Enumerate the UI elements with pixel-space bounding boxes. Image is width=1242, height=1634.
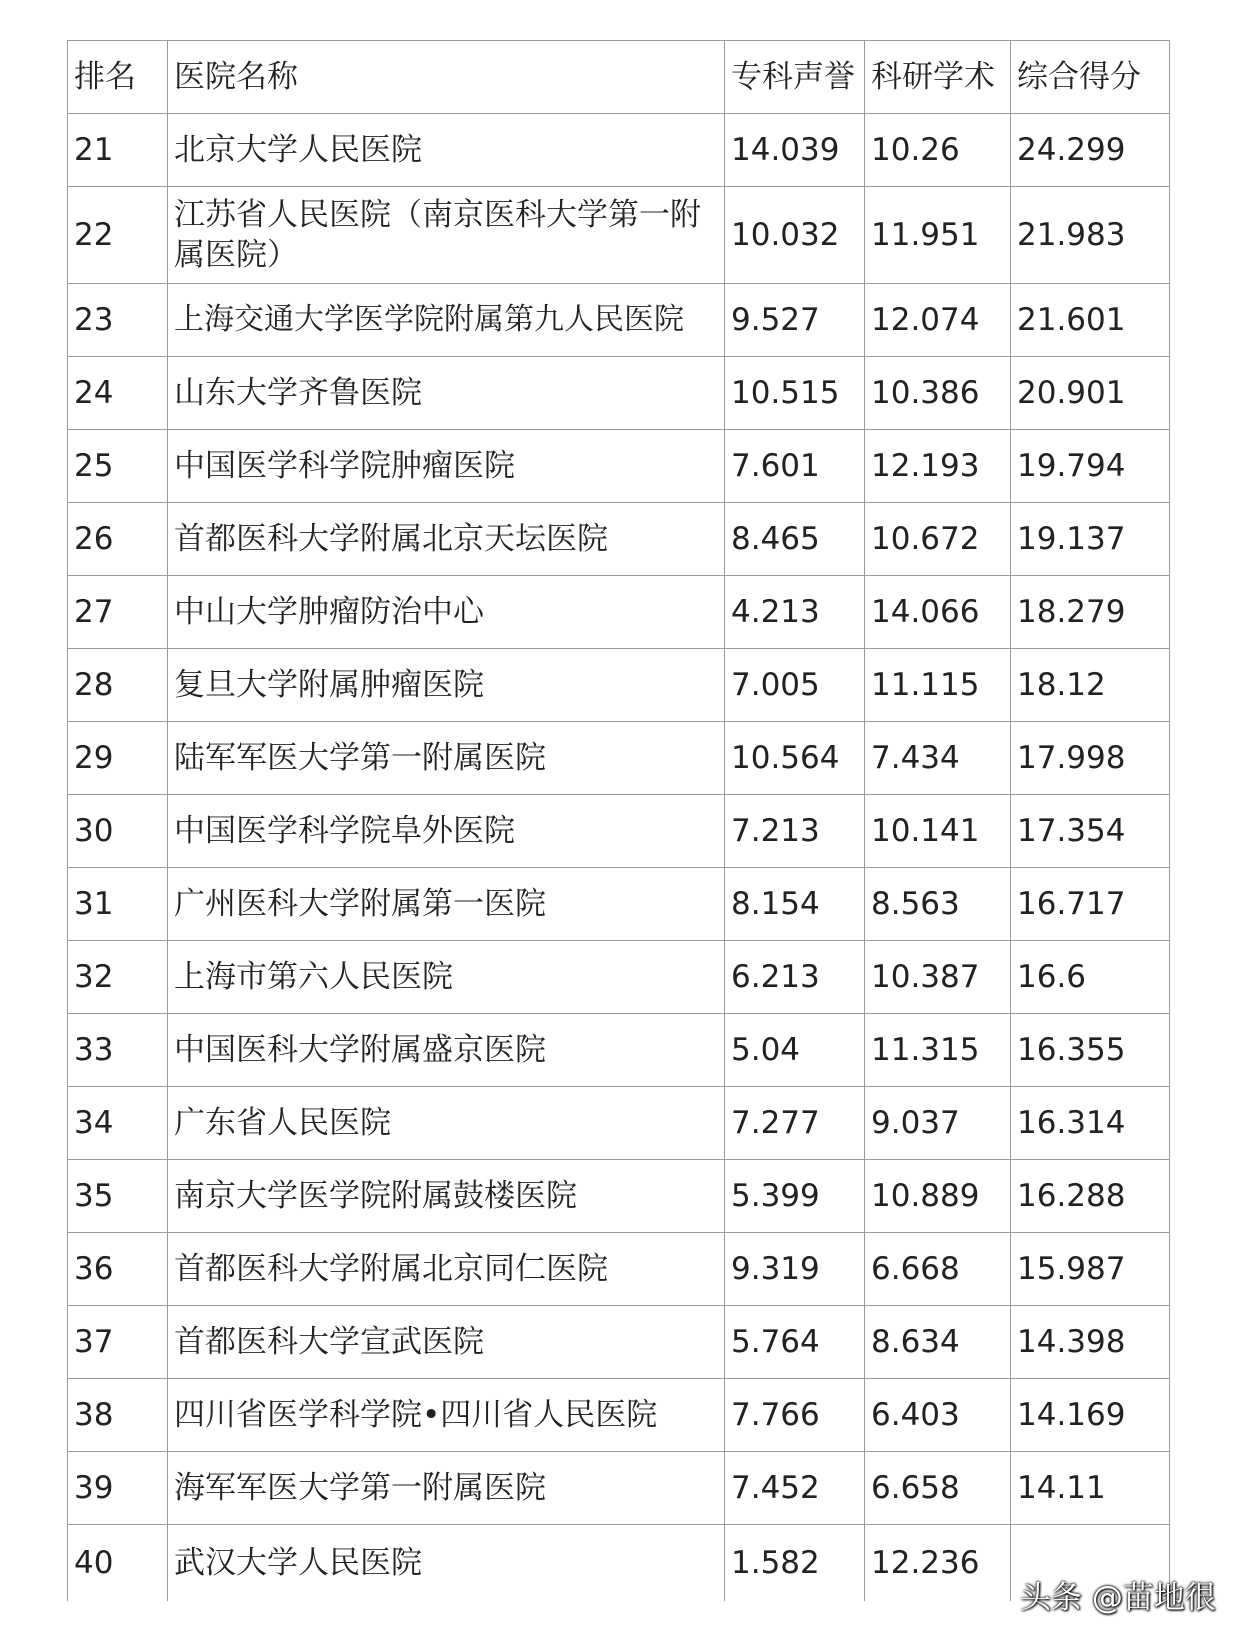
total-score-cell: 16.6: [1011, 941, 1170, 1014]
table-row: [68, 503, 1170, 576]
total-score-cell: 16.717: [1011, 868, 1170, 941]
hospital-name-cell: 南京大学医学院附属鼓楼医院: [168, 1160, 725, 1233]
table-row: [68, 649, 1170, 722]
rank-cell: 31: [68, 868, 168, 941]
specialty-score-cell: 5.04: [725, 1014, 865, 1087]
total-score-cell: 19.794: [1011, 430, 1170, 503]
total-score-cell: 15.987: [1011, 1233, 1170, 1306]
watermark-text: 头条 @苗地很: [1020, 1580, 1216, 1616]
research-score-cell: 9.037: [865, 1087, 1011, 1160]
specialty-score-cell: 1.582: [725, 1525, 865, 1602]
total-score-cell: 16.314: [1011, 1087, 1170, 1160]
research-score-cell: 11.315: [865, 1014, 1011, 1087]
hospital-name-cell: 广州医科大学附属第一医院: [168, 868, 725, 941]
header-rank: 排名: [68, 41, 168, 114]
hospital-name-cell: 中国医学科学院肿瘤医院: [168, 430, 725, 503]
research-score-cell: 11.951: [865, 187, 1011, 284]
rank-cell: 25: [68, 430, 168, 503]
table-header-row: [68, 41, 1170, 114]
specialty-score-cell: 8.154: [725, 868, 865, 941]
hospital-name-cell: 首都医科大学附属北京天坛医院: [168, 503, 725, 576]
rank-cell: 26: [68, 503, 168, 576]
table-row: [68, 1087, 1170, 1160]
specialty-score-cell: 10.564: [725, 722, 865, 795]
header-total-score: 综合得分: [1011, 41, 1170, 114]
research-score-cell: 10.386: [865, 357, 1011, 430]
hospital-name-cell: 海军军医大学第一附属医院: [168, 1452, 725, 1525]
hospital-name-cell: 上海交通大学医学院附属第九人民医院: [168, 284, 725, 357]
header-specialty-reputation: 专科声誉: [725, 41, 865, 114]
research-score-cell: 6.658: [865, 1452, 1011, 1525]
hospital-name-cell: 陆军军医大学第一附属医院: [168, 722, 725, 795]
hospital-name-cell: 中国医学科学院阜外医院: [168, 795, 725, 868]
table-row: [68, 1233, 1170, 1306]
research-score-cell: 8.634: [865, 1306, 1011, 1379]
rank-cell: 36: [68, 1233, 168, 1306]
rank-cell: 32: [68, 941, 168, 1014]
rank-cell: 37: [68, 1306, 168, 1379]
hospital-ranking-table: [67, 40, 1170, 1601]
specialty-score-cell: 7.213: [725, 795, 865, 868]
research-score-cell: 14.066: [865, 576, 1011, 649]
rank-cell: 40: [68, 1525, 168, 1602]
specialty-score-cell: 14.039: [725, 114, 865, 187]
hospital-name-cell: 中国医科大学附属盛京医院: [168, 1014, 725, 1087]
table-row: [68, 430, 1170, 503]
rank-cell: 23: [68, 284, 168, 357]
hospital-name-cell: 江苏省人民医院（南京医科大学第一附属医院）: [168, 187, 725, 284]
table-row: [68, 941, 1170, 1014]
research-score-cell: 12.193: [865, 430, 1011, 503]
header-hospital-name: 医院名称: [168, 41, 725, 114]
table-row: [68, 187, 1170, 284]
specialty-score-cell: 7.601: [725, 430, 865, 503]
research-score-cell: 10.387: [865, 941, 1011, 1014]
total-score-cell: 19.137: [1011, 503, 1170, 576]
rank-cell: 30: [68, 795, 168, 868]
hospital-name-cell: 山东大学齐鲁医院: [168, 357, 725, 430]
table-row: [68, 284, 1170, 357]
research-score-cell: 10.672: [865, 503, 1011, 576]
rank-cell: 29: [68, 722, 168, 795]
specialty-score-cell: 9.319: [725, 1233, 865, 1306]
rank-cell: 33: [68, 1014, 168, 1087]
total-score-cell: 18.279: [1011, 576, 1170, 649]
research-score-cell: 12.236: [865, 1525, 1011, 1602]
hospital-name-cell: 北京大学人民医院: [168, 114, 725, 187]
hospital-name-cell: 上海市第六人民医院: [168, 941, 725, 1014]
research-score-cell: 10.141: [865, 795, 1011, 868]
table-row: [68, 1306, 1170, 1379]
rank-cell: 28: [68, 649, 168, 722]
hospital-name-cell: 广东省人民医院: [168, 1087, 725, 1160]
specialty-score-cell: 6.213: [725, 941, 865, 1014]
rank-cell: 22: [68, 187, 168, 284]
research-score-cell: 8.563: [865, 868, 1011, 941]
research-score-cell: 6.403: [865, 1379, 1011, 1452]
rank-cell: 21: [68, 114, 168, 187]
hospital-name-cell: 首都医科大学宣武医院: [168, 1306, 725, 1379]
table-row: [68, 868, 1170, 941]
table-row: [68, 1452, 1170, 1525]
specialty-score-cell: 5.399: [725, 1160, 865, 1233]
specialty-score-cell: 7.766: [725, 1379, 865, 1452]
table-row: [68, 576, 1170, 649]
specialty-score-cell: 7.277: [725, 1087, 865, 1160]
header-research-academic: 科研学术: [865, 41, 1011, 114]
specialty-score-cell: 8.465: [725, 503, 865, 576]
total-score-cell: 16.288: [1011, 1160, 1170, 1233]
research-score-cell: 12.074: [865, 284, 1011, 357]
specialty-score-cell: 5.764: [725, 1306, 865, 1379]
total-score-cell: 18.12: [1011, 649, 1170, 722]
research-score-cell: 6.668: [865, 1233, 1011, 1306]
total-score-cell: 17.354: [1011, 795, 1170, 868]
total-score-cell: 14.398: [1011, 1306, 1170, 1379]
hospital-name-cell: 武汉大学人民医院: [168, 1525, 725, 1602]
research-score-cell: 10.26: [865, 114, 1011, 187]
specialty-score-cell: 9.527: [725, 284, 865, 357]
total-score-cell: 16.355: [1011, 1014, 1170, 1087]
hospital-name-cell: 四川省医学科学院•四川省人民医院: [168, 1379, 725, 1452]
table-row: [68, 357, 1170, 430]
total-score-cell: 24.299: [1011, 114, 1170, 187]
total-score-cell: 17.998: [1011, 722, 1170, 795]
total-score-cell: 14.11: [1011, 1452, 1170, 1525]
table-row: [68, 1014, 1170, 1087]
total-score-cell: 21.601: [1011, 284, 1170, 357]
rank-cell: 38: [68, 1379, 168, 1452]
total-score-cell: 21.983: [1011, 187, 1170, 284]
table-row: [68, 1379, 1170, 1452]
rank-cell: 24: [68, 357, 168, 430]
table-row: [68, 795, 1170, 868]
hospital-name-cell: 首都医科大学附属北京同仁医院: [168, 1233, 725, 1306]
hospital-name-cell: 中山大学肿瘤防治中心: [168, 576, 725, 649]
research-score-cell: 10.889: [865, 1160, 1011, 1233]
rank-cell: 27: [68, 576, 168, 649]
total-score-cell: 14.169: [1011, 1379, 1170, 1452]
specialty-score-cell: 7.005: [725, 649, 865, 722]
specialty-score-cell: 10.032: [725, 187, 865, 284]
specialty-score-cell: 10.515: [725, 357, 865, 430]
table-row: [68, 114, 1170, 187]
rank-cell: 39: [68, 1452, 168, 1525]
rank-cell: 34: [68, 1087, 168, 1160]
specialty-score-cell: 4.213: [725, 576, 865, 649]
rank-cell: 35: [68, 1160, 168, 1233]
total-score-cell: 20.901: [1011, 357, 1170, 430]
table-row: [68, 722, 1170, 795]
research-score-cell: 11.115: [865, 649, 1011, 722]
table-row: [68, 1160, 1170, 1233]
research-score-cell: 7.434: [865, 722, 1011, 795]
specialty-score-cell: 7.452: [725, 1452, 865, 1525]
table-row: [68, 1525, 1170, 1602]
hospital-name-cell: 复旦大学附属肿瘤医院: [168, 649, 725, 722]
